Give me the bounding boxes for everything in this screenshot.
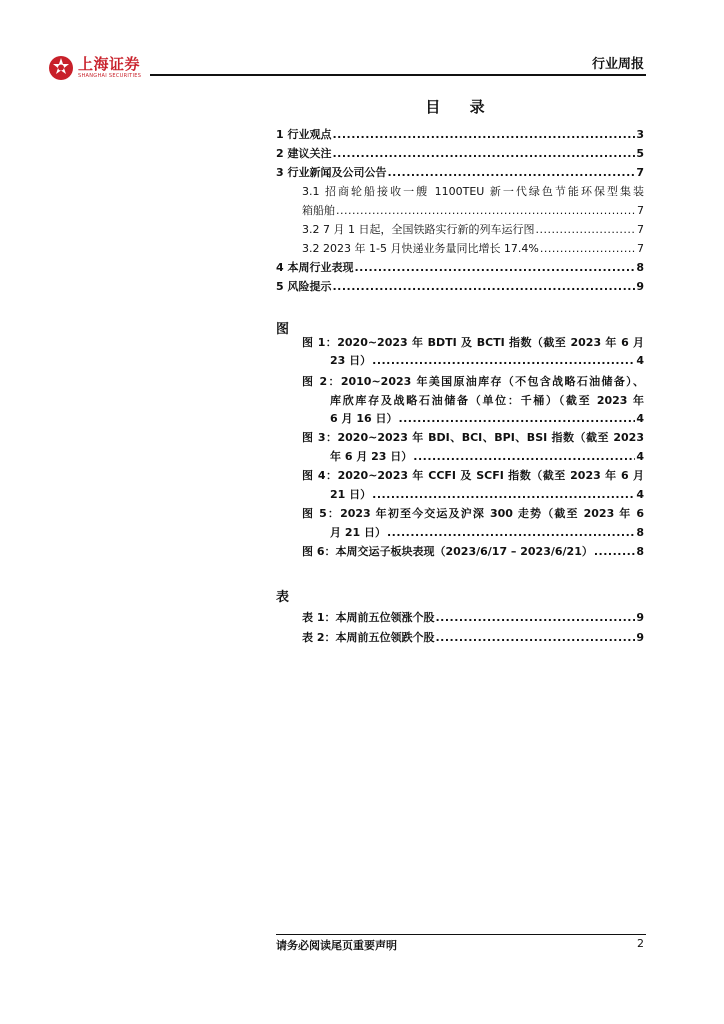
toc-entry-label: 3.2 7 月 1 日起，全国铁路实行新的列车运行图 — [302, 223, 535, 236]
toc-entry-1[interactable] — [276, 127, 644, 142]
table-2-entry[interactable]: 表 2：本周前五位领跌个股 ..... 9 — [302, 630, 644, 645]
toc-entry-5[interactable] — [276, 279, 644, 294]
figure-1-line1[interactable]: 图 1：2020~2023 年 BDTI 及 BCTI 指数（截至 2023 年 6 月 — [302, 336, 644, 349]
toc-entry-3[interactable] — [276, 165, 644, 180]
figure-1-entry[interactable]: 23 日） ..... 4 — [330, 353, 644, 368]
logo-english-name: SHANGHAI SECURITIES — [78, 73, 142, 79]
toc-entry-2[interactable] — [276, 146, 644, 161]
figure-4-entry[interactable]: 21 日） ..... 4 — [330, 487, 644, 502]
tables-heading: 表 — [276, 590, 290, 605]
toc-entry-4[interactable] — [276, 260, 644, 275]
figures-heading: 图 — [276, 322, 290, 337]
figure-4-line1[interactable]: 图 4：2020~2023 年 CCFI 及 SCFI 指数（截至 2023 年 6 月 — [302, 469, 644, 482]
toc-entry-label: 2 建议关注 — [276, 147, 332, 160]
figure-5-line1[interactable]: 图 5：2023 年初至今交运及沪深 300 走势（截至 2023 年 6 — [302, 507, 644, 520]
toc-entry-3-2b[interactable] — [302, 241, 644, 256]
toc-entry-page: 7 — [636, 166, 644, 179]
toc-title: 目 录 — [425, 98, 497, 116]
figure-3-entry[interactable]: 年 6 月 23 日） ..... 4 — [330, 449, 644, 464]
toc-entry-page: 7 — [637, 204, 644, 217]
toc-entry-3-1-line1[interactable]: 3.1 招商轮船接收一艘 1100TEU 新一代绿色节能环保型集装 — [302, 185, 644, 198]
figure-2-line1[interactable]: 图 2：2010~2023 年美国原油库存（不包含战略石油储备）、 — [302, 375, 644, 388]
toc-entry-label: 箱船舶 — [302, 204, 335, 217]
toc-entry-3-2a[interactable] — [302, 222, 644, 237]
figure-2-entry[interactable]: 6 月 16 日） ..... 4 — [330, 411, 644, 426]
header-divider — [150, 74, 646, 76]
report-type-label: 行业周报 — [591, 57, 644, 72]
figure-3-line1[interactable]: 图 3：2020~2023 年 BDI、BCI、BPI、BSI 指数（截至 2023 — [302, 431, 644, 444]
toc-entry-page: 7 — [637, 242, 644, 255]
toc-entry-3-1[interactable] — [302, 203, 644, 218]
toc-entry-page: 5 — [636, 147, 644, 160]
figure-6-entry[interactable]: 图 6：本周交运子板块表现（2023/6/17 – 2023/6/21） ..... 8 — [302, 544, 644, 559]
figure-5-entry[interactable]: 月 21 日） ..... 8 — [330, 525, 644, 540]
toc-entry-page: 9 — [636, 280, 644, 293]
table-1-entry[interactable]: 表 1：本周前五位领涨个股 ..... 9 — [302, 610, 644, 625]
toc-entry-label: 1 行业观点 — [276, 128, 332, 141]
toc-entry-label: 3.2 2023 年 1-5 月快递业务量同比增长 17.4% — [302, 242, 539, 255]
shanghai-securities-emblem-icon — [48, 55, 74, 81]
page-number: 2 — [637, 937, 644, 950]
toc-entry-label: 4 本周行业表现 — [276, 261, 354, 274]
figure-2-line2[interactable]: 库欣库存及战略石油储备（单位：千桶）（截至 2023 年 — [330, 394, 644, 407]
footer-divider — [276, 934, 646, 935]
logo-chinese-name: 上海证券 — [78, 55, 141, 73]
toc-entry-page: 7 — [637, 223, 644, 236]
company-logo — [48, 54, 141, 82]
toc-entry-page: 3 — [636, 128, 644, 141]
toc-entry-label: 5 风险提示 — [276, 280, 332, 293]
toc-entry-label: 3 行业新闻及公司公告 — [276, 166, 387, 179]
toc-entry-page: 8 — [636, 261, 644, 274]
disclaimer-note: 请务必阅读尾页重要声明 — [276, 939, 397, 952]
